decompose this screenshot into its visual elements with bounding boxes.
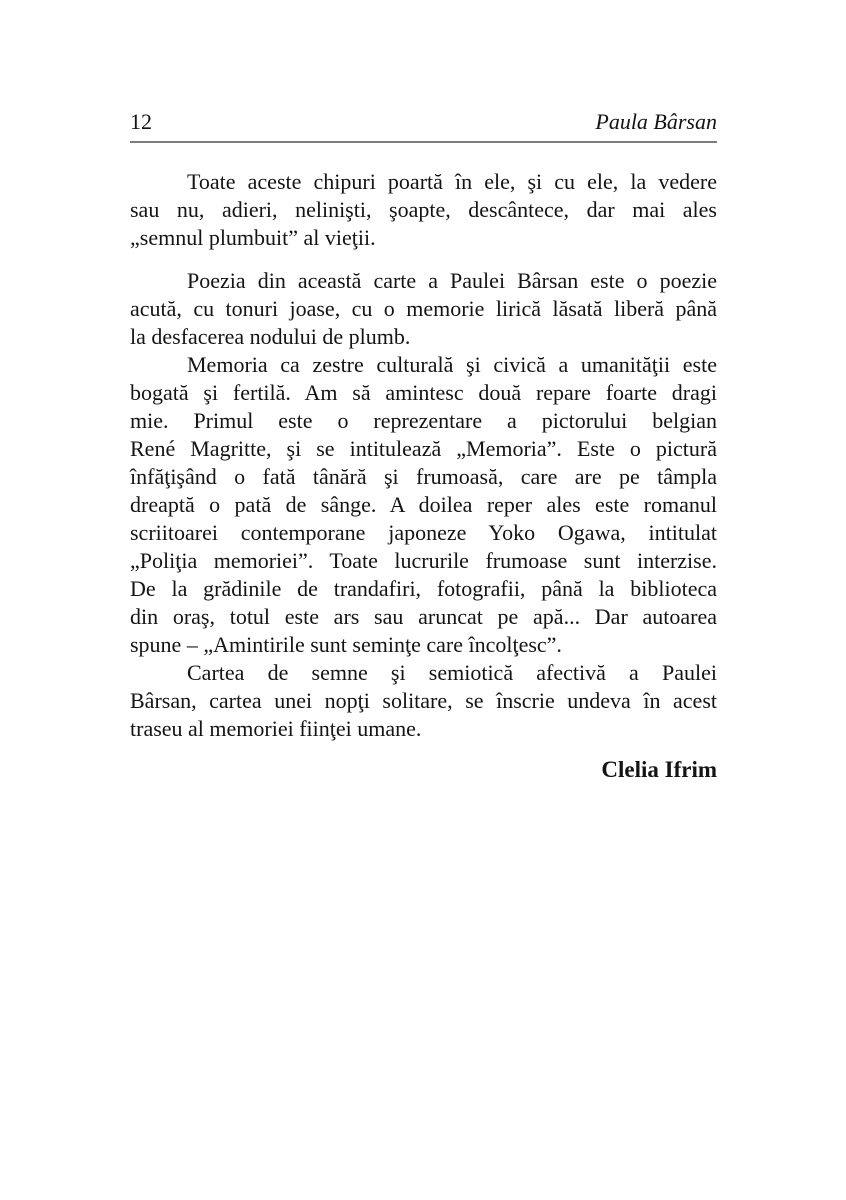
text-line: acută, cu tonuri joase, cu o memorie lirică lăsată liberă până bbox=[130, 296, 717, 321]
author-signature: Clelia Ifrim bbox=[601, 757, 717, 782]
text-line: Bârsan, cartea unei nopţi solitare, se înscrie undeva în acest bbox=[130, 688, 717, 713]
text-line: Memoria ca zestre culturală şi civică a umanităţii este bbox=[187, 352, 717, 377]
body-paragraphs bbox=[130, 168, 717, 743]
text-line: scriitoarei contemporane japoneze Yoko Ogawa, intitulat bbox=[130, 520, 717, 545]
text-line: spune – „Amintirile sunt seminţe care încolţesc”. bbox=[130, 632, 562, 657]
page-header bbox=[130, 108, 717, 143]
text-line: bogată şi fertilă. Am să amintesc două repare foarte dragi bbox=[130, 380, 717, 405]
text-line: „semnul plumbuit” al vieţii. bbox=[130, 225, 376, 250]
text-line: Cartea de semne şi semiotică afectivă a Paulei bbox=[187, 660, 717, 685]
text-line: sau nu, adieri, nelinişti, şoapte, descântece, dar mai ales bbox=[130, 197, 717, 222]
running-title: Paula Bârsan bbox=[595, 109, 717, 134]
paragraph bbox=[130, 168, 717, 252]
text-line: înfăţişând o fată tânără şi frumoasă, care are pe tâmpla bbox=[130, 464, 717, 489]
text-line: Toate aceste chipuri poartă în ele, şi cu ele, la vedere bbox=[187, 169, 717, 194]
page-number: 12 bbox=[130, 109, 152, 134]
text-line: traseu al memoriei fiinţei umane. bbox=[130, 716, 422, 741]
text-line: De la grădinile de trandafiri, fotografii, până la biblioteca bbox=[130, 576, 717, 601]
paragraph bbox=[130, 351, 717, 659]
text-line: mie. Primul este o reprezentare a pictorului belgian bbox=[130, 408, 717, 433]
text-line: Poezia din această carte a Paulei Bârsan este o poezie bbox=[187, 268, 717, 293]
text-line: „Poliţia memoriei”. Toate lucrurile frumoase sunt interzise. bbox=[130, 548, 717, 573]
paragraph bbox=[130, 659, 717, 743]
paragraph bbox=[130, 267, 717, 351]
text-line: din oraş, totul este ars sau aruncat pe apă... Dar autoarea bbox=[130, 604, 717, 629]
text-line: dreaptă o pată de sânge. A doilea reper ales este romanul bbox=[130, 492, 717, 517]
text-line: René Magritte, şi se intitulează „Memoria”. Este o pictură bbox=[130, 436, 717, 461]
text-line: la desfacerea nodului de plumb. bbox=[130, 324, 411, 349]
